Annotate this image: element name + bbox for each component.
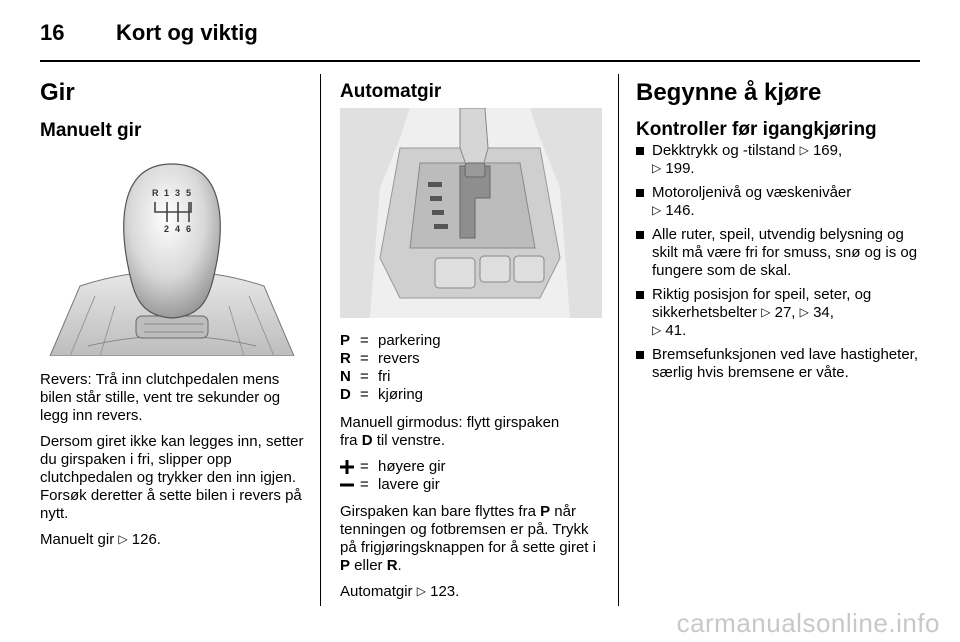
plus-text: høyere gir xyxy=(378,458,446,475)
list-item xyxy=(636,346,920,382)
release-r: R xyxy=(386,557,398,574)
svg-text:4: 4 xyxy=(175,224,181,234)
minus-icon xyxy=(340,476,360,494)
legend-eq: = xyxy=(360,368,369,385)
svg-text:3: 3 xyxy=(175,188,181,198)
paragraph-reverse: Revers: Trå inn clutchpedalen mens bilen står stille, vent tre sekunder og legg inn revers. xyxy=(40,371,281,424)
legend-value: parkering xyxy=(378,332,441,349)
automatic-reference xyxy=(340,583,606,601)
page-ref-icon: ▷ xyxy=(799,305,809,319)
manual-mode-left: til venstre. xyxy=(372,432,446,449)
column-manual xyxy=(40,74,304,548)
legend-eq: = xyxy=(360,386,369,403)
minus-row xyxy=(340,476,606,494)
item-text: Riktig posisjon for speil, seter, og sikkerhetsbelter xyxy=(652,286,872,321)
watermark: carmanualsonline.info xyxy=(676,608,940,638)
item-text: Motoroljenivå og væskenivåer xyxy=(652,184,852,201)
item-ref: 27, xyxy=(774,304,796,321)
item-ref: 169, xyxy=(812,142,843,159)
list-item xyxy=(636,286,920,340)
legend-row-p xyxy=(340,332,606,350)
page-header xyxy=(40,18,920,62)
item-text: Alle ruter, speil, utvendig belysning og skilt må være fri for smuss, snø og is og fungere som de skal. xyxy=(652,226,918,279)
manual-gear-reference xyxy=(40,531,304,549)
page-ref-icon: ▷ xyxy=(761,305,771,319)
release-text-a: Girspaken kan bare flyttes fra xyxy=(340,503,541,520)
bullet-icon xyxy=(636,351,644,359)
bullet-icon xyxy=(636,189,644,197)
legend-eq: = xyxy=(360,332,369,349)
release-text-e: eller xyxy=(350,557,387,574)
page-ref-icon: ▷ xyxy=(118,532,128,546)
manual-mode-text xyxy=(340,414,606,450)
plus-icon xyxy=(340,458,360,476)
legend-key: P xyxy=(340,332,351,349)
svg-text:R: R xyxy=(152,188,159,198)
subheading-automatgir: Automatgir xyxy=(340,81,442,102)
release-text-g: . xyxy=(397,557,402,574)
ref-label: Automatgir xyxy=(340,583,413,600)
bullet-icon xyxy=(636,291,644,299)
column-divider-right xyxy=(618,74,619,606)
manual-mode-from: fra xyxy=(340,432,362,449)
running-title: Kort og viktig xyxy=(116,20,258,45)
svg-text:5: 5 xyxy=(186,188,192,198)
item-text: Bremsefunksjonen ved lave hastigheter, særlig hvis bremsene er våte. xyxy=(652,346,918,381)
page-ref-icon: ▷ xyxy=(799,143,809,157)
bullet-icon xyxy=(636,147,644,155)
ref-page: 123. xyxy=(430,583,460,600)
ref-page: 126. xyxy=(131,531,161,548)
legend-value: fri xyxy=(378,368,391,385)
manual-mode-block xyxy=(340,414,606,494)
item-ref: 199. xyxy=(665,160,695,177)
plus-row xyxy=(340,458,606,476)
header-rule xyxy=(40,60,920,62)
page-ref-icon: ▷ xyxy=(652,161,662,175)
release-text-c: når tenningen og fotbremsen er på. Trykk på frigjøringsknappen for å sette giret i xyxy=(340,503,596,556)
ref-label: Manuelt gir xyxy=(40,531,115,548)
column-divider-left xyxy=(320,74,321,606)
item-ref: 41. xyxy=(665,322,687,339)
page-number: 16 xyxy=(40,20,65,45)
release-paragraph xyxy=(340,503,606,575)
svg-text:1: 1 xyxy=(164,188,170,198)
legend-key: R xyxy=(340,350,351,367)
legend-eq: = xyxy=(360,350,369,367)
plus-eq: = xyxy=(360,458,369,475)
manual-mode-line1: Manuell girmodus: flytt girspaken xyxy=(340,414,560,431)
gear-legend xyxy=(340,332,606,404)
legend-key: D xyxy=(340,386,351,403)
minus-text: lavere gir xyxy=(378,476,440,493)
manual-gear-knob-figure xyxy=(40,146,304,356)
legend-key: N xyxy=(340,368,351,385)
svg-text:2: 2 xyxy=(164,224,170,234)
release-block xyxy=(340,503,606,609)
column-start-driving xyxy=(636,74,920,388)
column-automatic xyxy=(340,74,606,600)
checklist xyxy=(636,142,920,382)
item-text: Dekktrykk og -tilstand xyxy=(652,142,796,159)
manual-mode-d: D xyxy=(361,432,373,449)
release-p2: P xyxy=(340,557,351,574)
list-item xyxy=(636,142,920,178)
section-heading-begynne: Begynne å kjøre xyxy=(636,79,822,106)
subheading-kontroller: Kontroller før igangkjøring xyxy=(636,119,877,140)
svg-text:6: 6 xyxy=(186,224,192,234)
legend-value: revers xyxy=(378,350,420,367)
section-heading-gir: Gir xyxy=(40,79,75,106)
paragraph-reverse-retry: Dersom giret ikke kan legges inn, setter du girspaken i fri, slipper opp clutchpedalen og trykker den inn igjen. Forsøk deretter å sette bilen i revers på nytt. xyxy=(40,433,304,522)
legend-row-r xyxy=(340,350,606,368)
bullet-icon xyxy=(636,231,644,239)
legend-row-d xyxy=(340,386,606,404)
subheading-manuelt-gir: Manuelt gir xyxy=(40,120,142,141)
release-p: P xyxy=(540,503,551,520)
item-ref: 34, xyxy=(813,304,834,321)
legend-row-n xyxy=(340,368,606,386)
automatic-gear-selector-figure xyxy=(340,108,602,318)
legend-value: kjøring xyxy=(378,386,424,403)
item-ref: 146. xyxy=(665,202,695,219)
page-ref-icon: ▷ xyxy=(416,584,426,598)
list-item xyxy=(636,226,920,280)
minus-eq: = xyxy=(360,476,369,493)
page-ref-icon: ▷ xyxy=(652,203,662,217)
manual-gear-text xyxy=(40,371,304,557)
list-item xyxy=(636,184,920,220)
page-ref-icon: ▷ xyxy=(652,323,662,337)
